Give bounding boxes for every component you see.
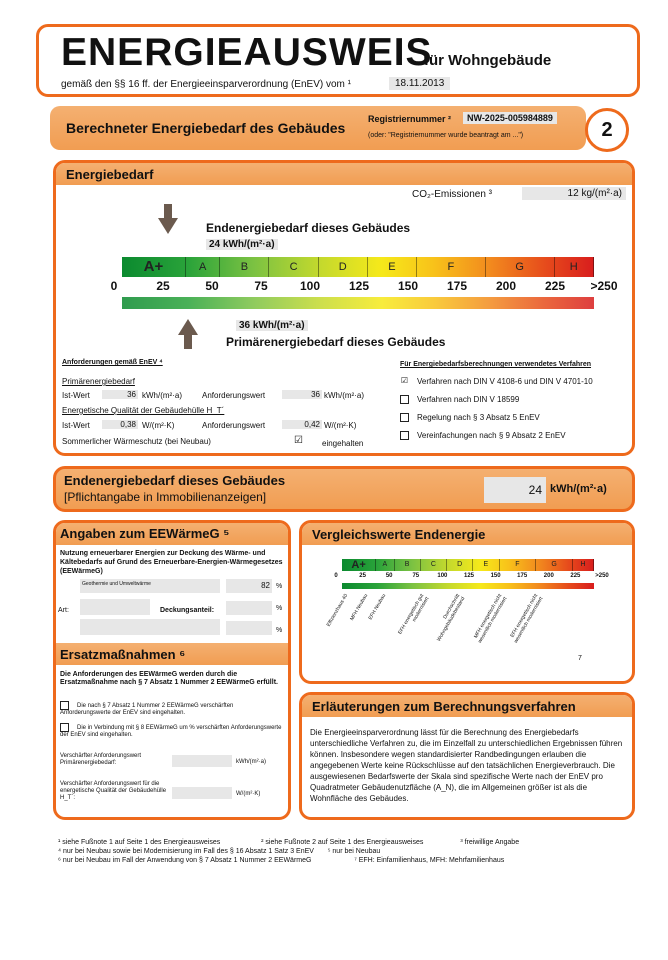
compare-scale (342, 559, 594, 571)
scale-tick: 50 (385, 573, 393, 579)
ersatz-desc: Die Anforderungen des EEWärmeG werden durch die Ersatzmaßnahme nach § 7 Absatz 1 Nummer 2 EEWärmeG erfüllt. (60, 671, 278, 686)
footnote-2: ² siehe Fußnote 2 auf Seite 1 des Energieausweises (261, 839, 424, 846)
scale-class-2: A (186, 257, 220, 277)
ersatz-opt1-label: Die nach § 7 Absatz 1 Nummer 2 EEWärmeG verschärften Anforderungswerte der EnEV sind eingehalten. (60, 703, 234, 717)
eew-art-field[interactable] (80, 599, 150, 615)
scale-tick: 75 (254, 279, 268, 293)
proc-title: Für Energiebedarfsberechnungen verwendetes Verfahren (400, 361, 592, 368)
doc-title: ENERGIEAUSWEIS (61, 31, 433, 74)
scale-class-1: A+ (342, 559, 376, 571)
primary-title: Primärenergiebedarf dieses Gebäudes (226, 335, 446, 349)
proc-checkbox[interactable] (400, 431, 409, 440)
scale-tick: 150 (397, 279, 419, 293)
scale-tick: 125 (348, 279, 370, 293)
endbar-title: Endenergiebedarf dieses Gebäudes (64, 473, 286, 488)
summer-ok: eingehalten (322, 439, 364, 448)
eew-art-field-2[interactable] (80, 619, 220, 635)
req-unit-primary: kWh/(m²·a) (142, 391, 182, 400)
compare-label: Effizienzhaus 40 (325, 593, 350, 628)
reg-label: Registriernummer ² (368, 114, 452, 124)
ersatz-opt2 (60, 723, 284, 739)
proc-checkbox[interactable] (400, 395, 409, 404)
calc-title: Berechneter Energiebedarf des Gebäudes (66, 120, 346, 136)
req-title: Anforderungen gemäß EnEV ⁴ (62, 359, 163, 366)
ersatz-opt2-checkbox[interactable] (60, 723, 69, 732)
proc-checkbox[interactable] (400, 413, 409, 422)
eew-pct: 82 (226, 579, 272, 593)
scale-tick: 225 (570, 573, 581, 579)
scale-tick: >250 (590, 279, 618, 293)
scale-class-6: E (473, 559, 499, 571)
compare-label: MFH energetisch nicht wesentlich modernisiert (472, 593, 509, 645)
scale-tick: 75 (412, 573, 420, 579)
scale-tick: 50 (205, 279, 219, 293)
footnote-1: ¹ siehe Fußnote 1 auf Seite 1 des Energieausweises (58, 839, 221, 846)
req-ist-label: Ist-Wert (62, 391, 90, 400)
primary-arrow-shaft-icon (184, 333, 192, 349)
page-number: 2 (585, 108, 629, 152)
primary-value: 36 kWh/(m²·a) (236, 320, 308, 331)
proc-item (400, 431, 630, 449)
scale-class-2: A (376, 559, 394, 571)
scale-class-5: D (447, 559, 473, 571)
req-ist-hull: 0,38 (102, 420, 138, 429)
footnote-6: ⁶ nur bei Neubau im Fall der Anwendung von § 7 Absatz 1 Nummer 2 EEWärmeG (58, 857, 312, 864)
req-anf-unit-hull: W/(m²·K) (324, 421, 357, 430)
ersatz-p2: Verschärfter Anforderungswert für die energetische Qualität der Gebäudehülle H_T´: (60, 781, 167, 801)
end-arrow-icon (158, 218, 178, 234)
footnotes (58, 838, 638, 865)
compare-label: MFH Neubau (349, 593, 370, 622)
scale-tick: 0 (110, 279, 118, 293)
footnote-7: ⁷ EFH: Einfamilienhaus, MFH: Mehrfamilienhaus (354, 857, 505, 864)
eew-share: Deckungsanteil: (160, 607, 215, 614)
scale-tick: 150 (490, 573, 501, 579)
scale-tick: 175 (517, 573, 528, 579)
issue-date: 18.11.2013 (389, 77, 450, 90)
summer-checkbox[interactable]: ☑ (294, 435, 303, 446)
proc-item (400, 377, 630, 395)
co2-label: CO₂-Emissionen ³ (412, 189, 493, 200)
compare-ticks (334, 573, 609, 583)
calc-bar (50, 106, 586, 150)
proc-checkbox[interactable]: ☑ (400, 376, 409, 386)
explain-title: Erläuterungen zum Berechnungsverfahren (302, 695, 632, 717)
scale-class-6: E (368, 257, 417, 277)
scale-class-8: G (486, 257, 555, 277)
compare-title: Vergleichswerte Endenergie (302, 523, 632, 545)
proc-item (400, 395, 630, 413)
scale-class-3: B (395, 559, 421, 571)
scale-class-1: A+ (122, 257, 186, 277)
req-unit-hull: W/(m²·K) (142, 421, 175, 430)
scale-tick: 25 (156, 279, 170, 293)
ersatz-opt1 (60, 701, 284, 717)
compare-note: 7 (578, 655, 582, 662)
req-primary-hdr: Primärenergiebedarf (62, 377, 135, 386)
scale-tick: 125 (463, 573, 475, 579)
scale-ticks (110, 279, 618, 295)
scale-class-4: C (421, 559, 447, 571)
scale-class-5: D (319, 257, 368, 277)
footnote-5: ⁵ nur bei Neubau (327, 848, 381, 855)
scale-class-3: B (220, 257, 269, 277)
explain-text: Die Energieeinsparverordnung lässt für die Berechnung des Energiebedarfs unterschiedliche Verfahren zu, die im Einzelfall zu unterschiedlichen Ergebnissen führen können. Insbesondere wegen standardisierter Randbedingungen erlauben die angegebenen Werte keine Rückschlüsse auf den tatsächlichen Energieverbrauch. Die ausgewiesenen Bedarfswerte der Skala sind spezifische Werte nach der EnEV pro Quadratmeter Gebäudenutzfläche (A_N), die im Allgemeinen größer ist als die Wohnfläche des Gebäudes. (310, 728, 623, 803)
ersatz-p1-field[interactable] (172, 755, 232, 767)
req-anf-hull: 0,42 (282, 420, 322, 429)
compare-label: EFH Neubau (367, 593, 388, 622)
req-anf-label: Anforderungswert (202, 391, 266, 400)
legal-basis: gemäß den §§ 16 ff. der Energieeinsparverordnung (EnEV) vom ¹ (61, 79, 351, 90)
doc-subtitle: für Wohngebäude (424, 52, 552, 69)
end-arrow-shaft-icon (164, 204, 172, 220)
ersatz-title: Ersatzmaßnahmen ⁶ (56, 643, 288, 665)
scale-class-8: G (536, 559, 573, 571)
compare-label: Durchschnitt Wohngebäudebestand (436, 593, 467, 643)
ersatz-p1: Verschärfter Anforderungswert Primärenergiebedarf: (60, 753, 142, 766)
req-anf-unit-primary: kWh/(m²·a) (324, 391, 364, 400)
end-title: Endenergiebedarf dieses Gebäudes (206, 221, 411, 235)
end-value: 24 kWh/(m²·a) (206, 239, 278, 250)
eew-title: Angaben zum EEWärmeG ⁵ (56, 523, 288, 545)
reg-note: (oder: "Registriernummer wurde beantragt am ...") (368, 132, 524, 139)
demand-title: Energiebedarf (56, 163, 632, 185)
compare-label: EFH energetisch nicht wesentlich modernisiert (509, 593, 545, 645)
ersatz-opt1-checkbox[interactable] (60, 701, 69, 710)
ersatz-opt2-label: Die in Verbindung mit § 8 EEWärmeG um % verschärften Anforderungswerte der EnEV sind eingehalten. (60, 725, 282, 739)
proc-label: Vereinfachungen nach § 9 Absatz 2 EnEV (417, 431, 566, 440)
ersatz-p2-field[interactable] (172, 787, 232, 799)
scale-lower-band (122, 297, 594, 309)
req-summer: Sommerlicher Wärmeschutz (bei Neubau) (62, 437, 211, 446)
req-ist-label-2: Ist-Wert (62, 421, 90, 430)
reg-number: NW-2025-005984889 (463, 112, 557, 124)
scale-tick: 175 (446, 279, 468, 293)
endbar-box (53, 466, 635, 512)
co2-value: 12 kg/(m²·a) (522, 187, 626, 200)
endbar-unit: kWh/(m²·a) (550, 483, 607, 495)
scale-tick: 25 (359, 573, 366, 579)
demand-box (53, 160, 635, 456)
req-ist-primary: 36 (102, 390, 138, 399)
footnote-3: ³ freiwillige Angabe (460, 839, 520, 846)
scale-tick: 200 (543, 573, 554, 579)
proc-label: Verfahren nach DIN V 18599 (417, 395, 520, 404)
scale-class-9: H (555, 257, 594, 277)
endbar-value: 24 (484, 477, 546, 503)
header-box (36, 24, 640, 97)
scale-tick: 225 (544, 279, 566, 293)
eew-box (53, 520, 291, 820)
scale-tick: 200 (495, 279, 517, 293)
compare-label: EFH energetisch gut modernisiert (397, 593, 431, 636)
scale-class-9: H (573, 559, 594, 571)
eew-pct-unit: % (276, 583, 283, 590)
eew-share-field-2[interactable] (226, 621, 272, 635)
footnote-4: ⁴ nur bei Neubau sowie bei Modernisierung im Fall des § 16 Absatz 1 Satz 3 EnEV (58, 848, 314, 855)
explain-box (299, 692, 635, 820)
eew-desc: Nutzung erneuerbarer Energien zur Deckung des Wärme- und Kältebedarfs auf Grund des Erneuerbare-Energien-Wärmegesetzes (EEWärmeG) (60, 550, 283, 575)
ersatz-u1: kWh/(m²·a) (236, 759, 266, 765)
eew-art: Art: (58, 607, 69, 614)
req-anf-label-2: Anforderungswert (202, 421, 266, 430)
eew-source: Geothermie und Umweltwärme (80, 579, 220, 593)
req-anf-primary: 36 (282, 390, 322, 399)
req-quality-hdr: Energetische Qualität der Gebäudehülle H_T´ (62, 406, 225, 415)
energy-scale (122, 257, 594, 277)
eew-share-field[interactable] (226, 601, 272, 615)
proc-label: Regelung nach § 3 Absatz 5 EnEV (417, 413, 540, 422)
scale-tick: 0 (334, 573, 338, 579)
proc-label: Verfahren nach DIN V 4108-6 und DIN V 4701-10 (417, 377, 593, 386)
proc-list (400, 377, 630, 449)
compare-box (299, 520, 635, 684)
eew-pct-unit-2: % (276, 605, 283, 612)
scale-tick: 100 (437, 573, 448, 579)
endbar-sub: [Pflichtangabe in Immobilienanzeigen] (64, 490, 267, 504)
proc-item (400, 413, 630, 431)
ersatz-u2: W/(m²·K) (236, 791, 261, 797)
compare-labels (302, 589, 632, 679)
scale-class-7: F (417, 257, 486, 277)
eew-pct-unit-3: % (276, 627, 283, 634)
scale-tick: 100 (299, 279, 321, 293)
scale-class-4: C (269, 257, 318, 277)
scale-class-7: F (500, 559, 537, 571)
scale-tick: >250 (595, 573, 609, 579)
